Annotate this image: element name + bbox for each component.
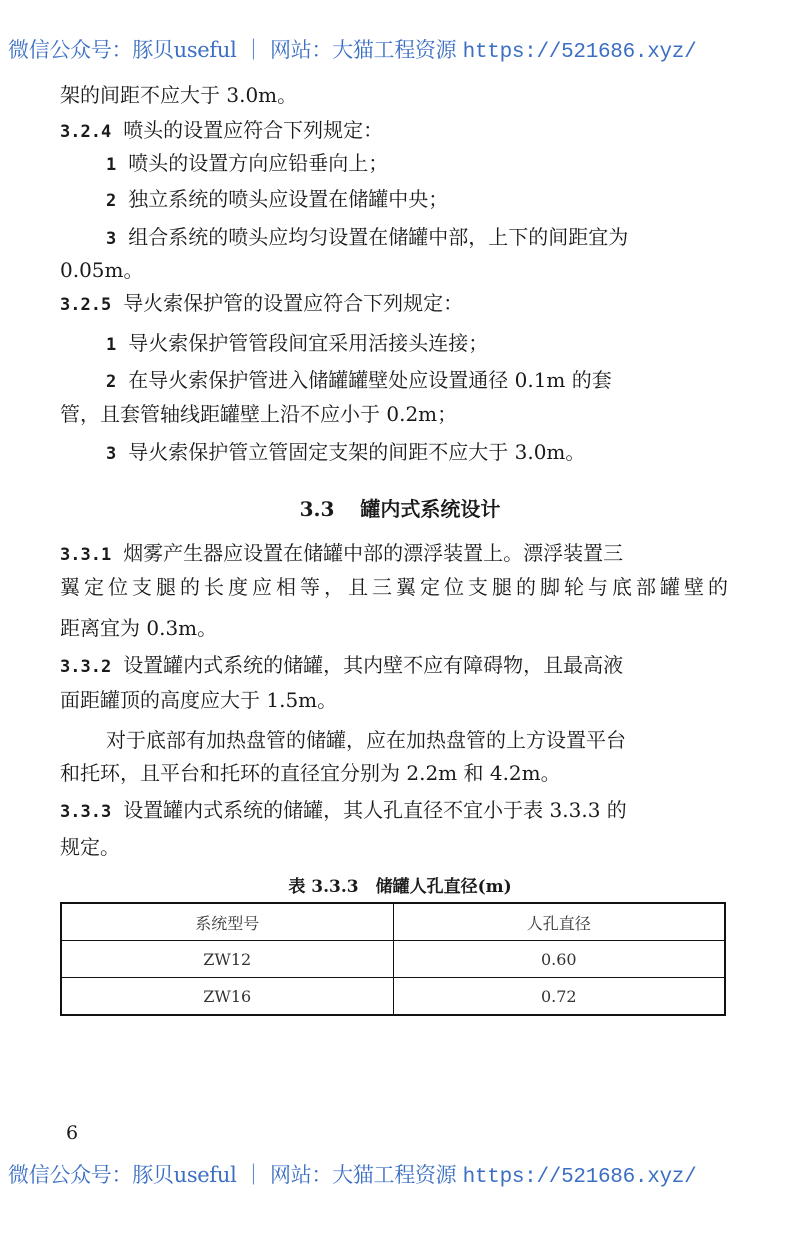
text-line: 架的间距不应大于 3.0m。: [60, 83, 298, 107]
table-cell: ZW12: [61, 941, 393, 978]
header-cell: 系统型号: [61, 903, 393, 941]
item-number: 2: [106, 372, 117, 392]
clause-number: 3.2.4: [60, 122, 112, 142]
clause-number: 3.2.5: [60, 295, 112, 315]
list-item: [106, 223, 728, 253]
list-item: [106, 438, 728, 468]
table-cell: 0.72: [393, 978, 725, 1016]
watermark-bottom: [8, 1159, 798, 1189]
text-line: 0.05m。: [60, 258, 144, 282]
item-text: 导火索保护管立管固定支架的间距不应大于 3.0m。: [128, 440, 586, 464]
clause-text: 烟雾产生器应设置在储罐中部的漂浮装置上。漂浮装置三: [123, 541, 624, 565]
watermark-text: 微信公众号：豚贝useful ｜ 网站：大猫工程资源: [8, 38, 463, 62]
text-line: 翼定位支腿的长度应相等，且三翼定位支腿的脚轮与底部罐壁的: [60, 575, 728, 599]
item-number: 1: [106, 335, 117, 355]
list-item: [106, 149, 728, 179]
list-item: [106, 366, 728, 396]
clause-3-3-2: [60, 651, 728, 681]
text-line: 规定。: [60, 835, 120, 859]
text-line: 和托环，且平台和托环的直径宜分别为 2.2m 和 4.2m。: [60, 761, 561, 785]
section-title: 罐内式系统设计: [360, 497, 501, 521]
clause-text: 设置罐内式系统的储罐，其内壁不应有障碍物，且最高液: [123, 653, 624, 677]
clause-number: 3.3.1: [60, 545, 112, 565]
list-item: [106, 329, 728, 359]
clause-text: 设置罐内式系统的储罐，其人孔直径不宜小于表 3.3.3 的: [123, 798, 627, 822]
clause-3-2-5: [60, 289, 728, 319]
section-heading: [0, 493, 800, 522]
item-text: 导火索保护管管段间宜采用活接头连接；: [128, 331, 489, 355]
clause-3-2-4: [60, 116, 728, 146]
table-row: [61, 941, 725, 978]
table-row: [61, 978, 725, 1016]
clause-number: 3.3.2: [60, 657, 112, 677]
item-text: 组合系统的喷头应均匀设置在储罐中部，上下的间距宜为: [128, 225, 629, 249]
watermark-text: 微信公众号：豚贝useful ｜ 网站：大猫工程资源: [8, 1163, 463, 1187]
text-line: 管，且套管轴线距罐壁上沿不应小于 0.2m；: [60, 402, 458, 426]
clause-3-3-3: [60, 796, 728, 826]
table-caption: 表 3.3.3 储罐人孔直径(m): [288, 877, 512, 897]
table-cell: 0.60: [393, 941, 725, 978]
item-text: 独立系统的喷头应设置在储罐中央；: [128, 187, 449, 211]
list-item: [106, 185, 728, 215]
watermark-url: https://521686.xyz/: [462, 41, 697, 64]
clause-3-3-1: [60, 539, 728, 569]
item-number: 1: [106, 155, 117, 175]
section-number: 3.3: [299, 497, 335, 521]
text-line: 距离宜为 0.3m。: [60, 616, 218, 640]
item-number: 2: [106, 191, 117, 211]
item-number: 3: [106, 229, 117, 249]
item-number: 3: [106, 444, 117, 464]
table-cell: ZW16: [61, 978, 393, 1016]
header-cell: 人孔直径: [393, 903, 725, 941]
item-text: 在导火索保护管进入储罐罐壁处应设置通径 0.1m 的套: [128, 368, 612, 392]
item-text: 喷头的设置方向应铅垂向上；: [128, 151, 389, 175]
clause-number: 3.3.3: [60, 802, 112, 822]
manhole-diameter-table: [60, 902, 726, 1016]
text-line: 面距罐顶的高度应大于 1.5m。: [60, 688, 338, 712]
clause-text: 喷头的设置应符合下列规定：: [123, 118, 384, 142]
page-number: 6: [66, 1122, 79, 1144]
watermark-top: [8, 34, 798, 64]
clause-text: 导火索保护管的设置应符合下列规定：: [123, 291, 464, 315]
watermark-url: https://521686.xyz/: [462, 1166, 697, 1189]
table-header-row: [61, 903, 725, 941]
text-line: 对于底部有加热盘管的储罐，应在加热盘管的上方设置平台: [106, 728, 626, 752]
